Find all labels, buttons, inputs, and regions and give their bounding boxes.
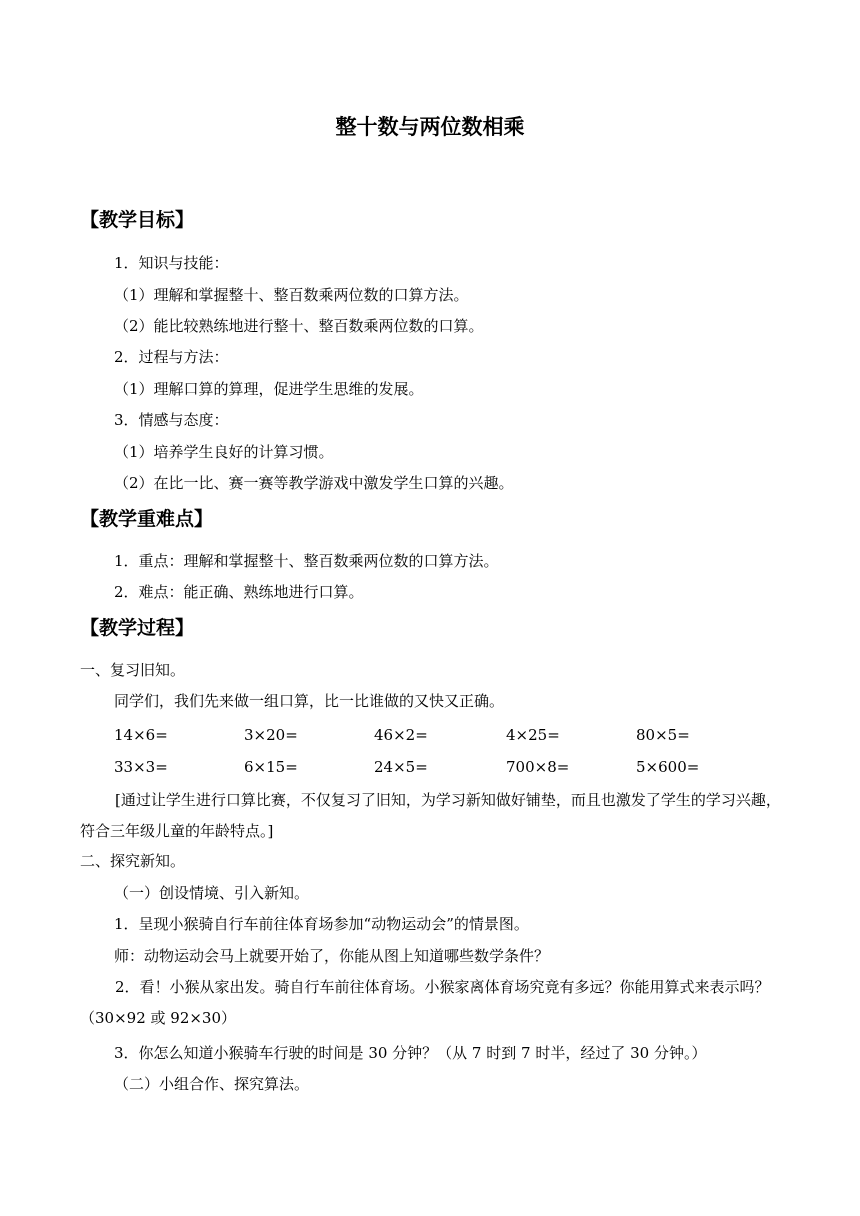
- step-3: 3．你怎么知道小猴骑车行驶的时间是 30 分钟？（从 7 时到 7 时半，经过了 30 分钟。）: [114, 1044, 707, 1062]
- goal-line: （2）能比较熟练地进行整十、整百数乘两位数的口算。: [114, 317, 484, 335]
- exercise-cell: 24×5=: [374, 758, 428, 776]
- heading-teaching-process: 【教学过程】: [80, 617, 195, 639]
- goal-line: （1）理解和掌握整十、整百数乘两位数的口算方法。: [114, 286, 469, 304]
- goal-line: （1）培养学生良好的计算习惯。: [114, 443, 334, 461]
- exercise-cell: 3×20=: [244, 726, 298, 744]
- step-2: 2．看！小猴从家出发。骑自行车前往体育场。小猴家离体育场究竟有多远？你能用算式来表示吗？（30×92 或 92×30）: [80, 978, 770, 1027]
- teacher-question: 师：动物运动会马上就要开始了，你能从图上知道哪些数学条件？: [114, 947, 550, 965]
- goal-line: （2）在比一比、赛一赛等教学游戏中激发学生口算的兴趣。: [114, 474, 514, 492]
- exercise-cell: 14×6=: [114, 726, 168, 744]
- exercise-cell: 33×3=: [114, 758, 168, 776]
- review-note: [通过让学生进行口算比赛，不仅复习了旧知，为学习新知做好铺垫，而且也激发了学生的学习兴趣，符合三年级儿童的年龄特点。]: [80, 791, 781, 840]
- review-title: 一、复习旧知。: [80, 661, 186, 679]
- document-title: 整十数与两位数相乘: [335, 115, 525, 139]
- exercise-cell: 5×600=: [636, 758, 700, 776]
- key-point-line: 1．重点：理解和掌握整十、整百数乘两位数的口算方法。: [114, 552, 499, 570]
- subsection-scenario: （一）创设情境、引入新知。: [114, 884, 310, 902]
- subsection-group-work: （二）小组合作、探究算法。: [114, 1075, 310, 1093]
- explore-title: 二、探究新知。: [80, 852, 186, 870]
- heading-teaching-goals: 【教学目标】: [80, 209, 195, 231]
- goal-line: （1）理解口算的算理，促进学生思维的发展。: [114, 380, 424, 398]
- step-1: 1．呈现小猴骑自行车前往体育场参加“动物运动会”的情景图。: [114, 915, 529, 933]
- exercise-cell: 4×25=: [506, 726, 560, 744]
- key-point-line: 2．难点：能正确、熟练地进行口算。: [114, 583, 364, 601]
- goal-line: 2．过程与方法：: [114, 348, 229, 366]
- exercise-cell: 80×5=: [636, 726, 690, 744]
- exercise-cell: 700×8=: [506, 758, 570, 776]
- goal-line: 1．知识与技能：: [114, 254, 229, 272]
- heading-key-points: 【教学重难点】: [80, 508, 214, 530]
- exercise-cell: 46×2=: [374, 726, 428, 744]
- review-intro: 同学们，我们先来做一组口算，比一比谁做的又快又正确。: [114, 692, 505, 710]
- exercise-cell: 6×15=: [244, 758, 298, 776]
- goal-line: 3．情感与态度：: [114, 411, 229, 429]
